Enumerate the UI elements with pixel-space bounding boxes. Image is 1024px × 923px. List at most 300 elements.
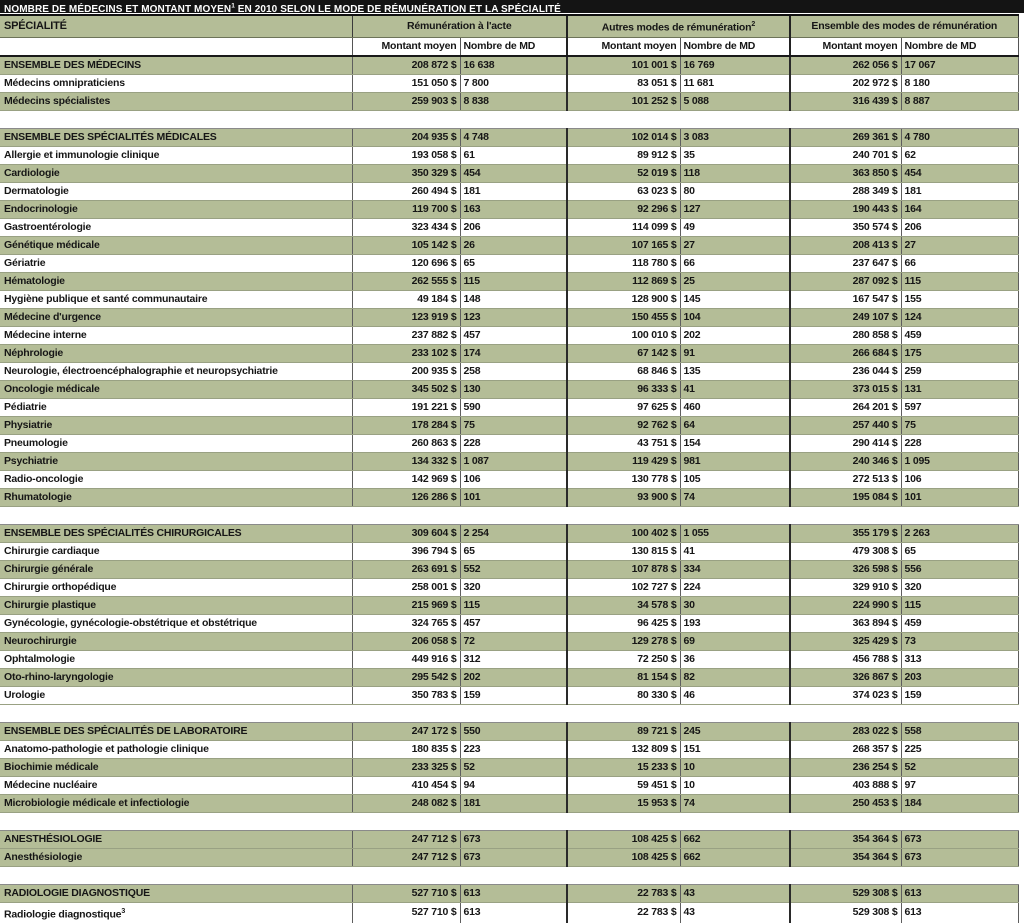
montant-moyen-value: 236 254 $: [790, 758, 901, 776]
montant-moyen-value: 123 919 $: [352, 308, 460, 326]
montant-moyen-value: 283 022 $: [790, 722, 901, 740]
specialty-label: Biochimie médicale: [0, 758, 352, 776]
group-header-ensemble-modes: [790, 15, 1018, 37]
table-row: [0, 434, 1018, 452]
table-row: [0, 74, 1018, 92]
nombre-md-value: 597: [901, 398, 1018, 416]
montant-moyen-value: 350 329 $: [352, 164, 460, 182]
montant-moyen-value: 249 107 $: [790, 308, 901, 326]
nombre-md-value: 556: [901, 560, 1018, 578]
montant-moyen-value: 108 425 $: [567, 848, 680, 866]
table-row: [0, 902, 1018, 923]
montant-moyen-value: 262 056 $: [790, 56, 901, 75]
nombre-md-value: 184: [901, 794, 1018, 812]
table-row: [0, 56, 1018, 75]
nombre-md-value: 62: [901, 146, 1018, 164]
montant-moyen-value: 126 286 $: [352, 488, 460, 506]
nombre-md-value: 245: [680, 722, 790, 740]
nombre-md-value: 206: [460, 218, 567, 236]
nombre-md-value: 313: [901, 650, 1018, 668]
specialty-label: Cardiologie: [0, 164, 352, 182]
montant-moyen-value: 119 700 $: [352, 200, 460, 218]
remuneration-table: [0, 14, 1019, 923]
table-row: [0, 380, 1018, 398]
col-header-nombre-md-3: Nombre de MD: [901, 37, 1018, 56]
specialty-label: Pneumologie: [0, 434, 352, 452]
nombre-md-value: 43: [680, 902, 790, 923]
nombre-md-value: 228: [460, 434, 567, 452]
montant-moyen-value: 260 494 $: [352, 182, 460, 200]
col-header-montant-moyen-3: Montant moyen: [790, 37, 901, 56]
specialty-label: Anatomo-pathologie et pathologie clinique: [0, 740, 352, 758]
nombre-md-value: 49: [680, 218, 790, 236]
montant-moyen-value: 329 910 $: [790, 578, 901, 596]
nombre-md-value: 66: [901, 254, 1018, 272]
montant-moyen-value: 80 330 $: [567, 686, 680, 704]
specialty-label: Anesthésiologie: [0, 848, 352, 866]
montant-moyen-value: 100 010 $: [567, 326, 680, 344]
montant-moyen-value: 215 969 $: [352, 596, 460, 614]
montant-moyen-value: 49 184 $: [352, 290, 460, 308]
montant-moyen-value: 129 278 $: [567, 632, 680, 650]
nombre-md-value: 159: [901, 686, 1018, 704]
montant-moyen-value: 107 878 $: [567, 560, 680, 578]
table-row: [0, 452, 1018, 470]
table-row: [0, 164, 1018, 182]
table-row: [0, 182, 1018, 200]
nombre-md-value: 5 088: [680, 92, 790, 110]
specialty-label: Neurochirurgie: [0, 632, 352, 650]
montant-moyen-value: 240 701 $: [790, 146, 901, 164]
nombre-md-value: 460: [680, 398, 790, 416]
nombre-md-value: 16 638: [460, 56, 567, 75]
table-row: [0, 596, 1018, 614]
nombre-md-value: 673: [460, 830, 567, 848]
page-title-text-rest: EN 2010 SELON LE MODE DE RÉMUNÉRATION ET LA SPÉCIALITÉ: [234, 4, 561, 16]
nombre-md-value: 258: [460, 362, 567, 380]
page-title: [4, 4, 561, 15]
montant-moyen-value: 93 900 $: [567, 488, 680, 506]
montant-moyen-value: 233 102 $: [352, 344, 460, 362]
spacer-row: [0, 506, 1018, 524]
nombre-md-value: 41: [680, 380, 790, 398]
nombre-md-value: 25: [680, 272, 790, 290]
table-row: [0, 128, 1018, 146]
specialty-label: Hygiène publique et santé communautaire: [0, 290, 352, 308]
specialty-label: ANESTHÉSIOLOGIE: [0, 830, 352, 848]
specialty-label: Hématologie: [0, 272, 352, 290]
nombre-md-value: 613: [460, 884, 567, 902]
montant-moyen-value: 102 727 $: [567, 578, 680, 596]
nombre-md-value: 72: [460, 632, 567, 650]
nombre-md-value: 16 769: [680, 56, 790, 75]
montant-moyen-value: 288 349 $: [790, 182, 901, 200]
nombre-md-value: 118: [680, 164, 790, 182]
specialty-label: RADIOLOGIE DIAGNOSTIQUE: [0, 884, 352, 902]
montant-moyen-value: 323 434 $: [352, 218, 460, 236]
montant-moyen-value: 309 604 $: [352, 524, 460, 542]
montant-moyen-value: 96 425 $: [567, 614, 680, 632]
nombre-md-value: 30: [680, 596, 790, 614]
montant-moyen-value: 410 454 $: [352, 776, 460, 794]
nombre-md-value: 3 083: [680, 128, 790, 146]
specialty-label: ENSEMBLE DES MÉDECINS: [0, 56, 352, 75]
montant-moyen-value: 206 058 $: [352, 632, 460, 650]
nombre-md-value: 135: [680, 362, 790, 380]
montant-moyen-value: 247 712 $: [352, 848, 460, 866]
montant-moyen-value: 479 308 $: [790, 542, 901, 560]
nombre-md-value: 65: [460, 254, 567, 272]
table-row: [0, 848, 1018, 866]
montant-moyen-value: 63 023 $: [567, 182, 680, 200]
montant-moyen-value: 325 429 $: [790, 632, 901, 650]
table-row: [0, 560, 1018, 578]
nombre-md-value: 662: [680, 848, 790, 866]
nombre-md-value: 74: [680, 794, 790, 812]
montant-moyen-value: 150 455 $: [567, 308, 680, 326]
nombre-md-value: 590: [460, 398, 567, 416]
montant-moyen-value: 263 691 $: [352, 560, 460, 578]
specialty-label: Médecine d'urgence: [0, 308, 352, 326]
montant-moyen-value: 22 783 $: [567, 902, 680, 923]
montant-moyen-value: 262 555 $: [352, 272, 460, 290]
table-row: [0, 218, 1018, 236]
montant-moyen-value: 190 443 $: [790, 200, 901, 218]
nombre-md-value: 206: [901, 218, 1018, 236]
nombre-md-value: 673: [460, 848, 567, 866]
montant-moyen-value: 200 935 $: [352, 362, 460, 380]
table-body: [0, 56, 1018, 923]
nombre-md-value: 181: [460, 182, 567, 200]
specialty-label: Gériatrie: [0, 254, 352, 272]
nombre-md-value: 35: [680, 146, 790, 164]
montant-moyen-value: 529 308 $: [790, 902, 901, 923]
nombre-md-value: 8 887: [901, 92, 1018, 110]
montant-moyen-value: 89 912 $: [567, 146, 680, 164]
col-header-montant-moyen-1: Montant moyen: [352, 37, 460, 56]
montant-moyen-value: 195 084 $: [790, 488, 901, 506]
montant-moyen-value: 81 154 $: [567, 668, 680, 686]
nombre-md-value: 127: [680, 200, 790, 218]
specialty-label: Médecins spécialistes: [0, 92, 352, 110]
montant-moyen-value: 268 357 $: [790, 740, 901, 758]
montant-moyen-value: 287 092 $: [790, 272, 901, 290]
montant-moyen-value: 257 440 $: [790, 416, 901, 434]
nombre-md-value: 82: [680, 668, 790, 686]
nombre-md-value: 159: [460, 686, 567, 704]
montant-moyen-value: 202 972 $: [790, 74, 901, 92]
nombre-md-value: 115: [460, 596, 567, 614]
nombre-md-value: 151: [680, 740, 790, 758]
nombre-md-value: 27: [680, 236, 790, 254]
montant-moyen-value: 130 778 $: [567, 470, 680, 488]
nombre-md-value: 148: [460, 290, 567, 308]
nombre-md-value: 52: [460, 758, 567, 776]
nombre-md-value: 312: [460, 650, 567, 668]
specialty-label: Microbiologie médicale et infectiologie: [0, 794, 352, 812]
nombre-md-value: 123: [460, 308, 567, 326]
montant-moyen-value: 134 332 $: [352, 452, 460, 470]
nombre-md-value: 202: [680, 326, 790, 344]
montant-moyen-value: 272 513 $: [790, 470, 901, 488]
table-row: [0, 200, 1018, 218]
montant-moyen-value: 326 867 $: [790, 668, 901, 686]
nombre-md-value: 73: [901, 632, 1018, 650]
montant-moyen-value: 67 142 $: [567, 344, 680, 362]
table-row: [0, 758, 1018, 776]
montant-moyen-value: 345 502 $: [352, 380, 460, 398]
montant-moyen-value: 266 684 $: [790, 344, 901, 362]
montant-moyen-value: 180 835 $: [352, 740, 460, 758]
nombre-md-value: 91: [680, 344, 790, 362]
nombre-md-value: 181: [901, 182, 1018, 200]
nombre-md-value: 75: [460, 416, 567, 434]
nombre-md-value: 101: [460, 488, 567, 506]
nombre-md-value: 8 180: [901, 74, 1018, 92]
montant-moyen-value: 92 762 $: [567, 416, 680, 434]
nombre-md-value: 4 780: [901, 128, 1018, 146]
table-row: [0, 776, 1018, 794]
nombre-md-value: 224: [680, 578, 790, 596]
spacer-row: [0, 866, 1018, 884]
montant-moyen-value: 101 252 $: [567, 92, 680, 110]
montant-moyen-value: 119 429 $: [567, 452, 680, 470]
nombre-md-value: 97: [901, 776, 1018, 794]
nombre-md-value: 223: [460, 740, 567, 758]
specialty-column-header: SPÉCIALITÉ: [0, 15, 352, 37]
montant-moyen-value: 208 872 $: [352, 56, 460, 75]
montant-moyen-value: 456 788 $: [790, 650, 901, 668]
nombre-md-value: 334: [680, 560, 790, 578]
specialty-label: Chirurgie générale: [0, 560, 352, 578]
nombre-md-value: 69: [680, 632, 790, 650]
montant-moyen-value: 112 869 $: [567, 272, 680, 290]
montant-moyen-value: 34 578 $: [567, 596, 680, 614]
specialty-label: Radiologie diagnostique$^3$: [0, 902, 352, 923]
col-header-nombre-md-2: Nombre de MD: [680, 37, 790, 56]
montant-moyen-value: 128 900 $: [567, 290, 680, 308]
nombre-md-value: 130: [460, 380, 567, 398]
montant-moyen-value: 89 721 $: [567, 722, 680, 740]
montant-moyen-value: 107 165 $: [567, 236, 680, 254]
nombre-md-value: 457: [460, 326, 567, 344]
nombre-md-value: 65: [460, 542, 567, 560]
montant-moyen-value: 247 712 $: [352, 830, 460, 848]
nombre-md-value: 163: [460, 200, 567, 218]
montant-moyen-value: 100 402 $: [567, 524, 680, 542]
table-row: [0, 830, 1018, 848]
nombre-md-value: 94: [460, 776, 567, 794]
table-row: [0, 146, 1018, 164]
nombre-md-value: 154: [680, 434, 790, 452]
title-bar: [0, 0, 1024, 14]
montant-moyen-value: 43 751 $: [567, 434, 680, 452]
table-row: [0, 398, 1018, 416]
nombre-md-value: 10: [680, 776, 790, 794]
nombre-md-value: 26: [460, 236, 567, 254]
nombre-md-value: 52: [901, 758, 1018, 776]
specialty-label: Médecine nucléaire: [0, 776, 352, 794]
nombre-md-value: 174: [460, 344, 567, 362]
montant-moyen-value: 295 542 $: [352, 668, 460, 686]
spacer-row: [0, 812, 1018, 830]
nombre-md-value: 4 748: [460, 128, 567, 146]
specialty-label: Ophtalmologie: [0, 650, 352, 668]
nombre-md-value: 225: [901, 740, 1018, 758]
montant-moyen-value: 193 058 $: [352, 146, 460, 164]
table-row: [0, 290, 1018, 308]
table-row: [0, 740, 1018, 758]
montant-moyen-value: 324 765 $: [352, 614, 460, 632]
nombre-md-value: 673: [901, 848, 1018, 866]
table-row: [0, 542, 1018, 560]
nombre-md-value: 155: [901, 290, 1018, 308]
montant-moyen-value: 326 598 $: [790, 560, 901, 578]
table-row: [0, 632, 1018, 650]
nombre-md-value: 7 800: [460, 74, 567, 92]
nombre-md-value: 613: [901, 884, 1018, 902]
specialty-label: Urologie: [0, 686, 352, 704]
montant-moyen-value: 373 015 $: [790, 380, 901, 398]
specialty-label: ENSEMBLE DES SPÉCIALITÉS MÉDICALES: [0, 128, 352, 146]
nombre-md-value: 1 055: [680, 524, 790, 542]
footnote-marker: 2: [751, 21, 756, 28]
nombre-md-value: 46: [680, 686, 790, 704]
montant-moyen-value: 363 850 $: [790, 164, 901, 182]
montant-moyen-value: 527 710 $: [352, 884, 460, 902]
specialty-label: Médecins omnipraticiens: [0, 74, 352, 92]
montant-moyen-value: 92 296 $: [567, 200, 680, 218]
specialty-label: Psychiatrie: [0, 452, 352, 470]
group-header-label: Rémunération à l'acte: [407, 19, 512, 32]
nombre-md-value: 131: [901, 380, 1018, 398]
nombre-md-value: 552: [460, 560, 567, 578]
specialty-label: Gastroentérologie: [0, 218, 352, 236]
nombre-md-value: 8 838: [460, 92, 567, 110]
empty-header-cell: [0, 37, 352, 56]
spacer-row: [0, 704, 1018, 722]
montant-moyen-value: 105 142 $: [352, 236, 460, 254]
montant-moyen-value: 15 233 $: [567, 758, 680, 776]
col-header-montant-moyen-2: Montant moyen: [567, 37, 680, 56]
specialty-label: Radio-oncologie: [0, 470, 352, 488]
montant-moyen-value: 120 696 $: [352, 254, 460, 272]
nombre-md-value: 124: [901, 308, 1018, 326]
nombre-md-value: 115: [901, 272, 1018, 290]
group-header-remuneration-acte: [352, 15, 567, 37]
table-row: [0, 650, 1018, 668]
montant-moyen-value: 260 863 $: [352, 434, 460, 452]
table-row: [0, 578, 1018, 596]
nombre-md-value: 105: [680, 470, 790, 488]
montant-moyen-value: 101 001 $: [567, 56, 680, 75]
montant-moyen-value: 264 201 $: [790, 398, 901, 416]
nombre-md-value: 106: [460, 470, 567, 488]
montant-moyen-value: 236 044 $: [790, 362, 901, 380]
specialty-label: Génétique médicale: [0, 236, 352, 254]
table-row: [0, 236, 1018, 254]
montant-moyen-value: 204 935 $: [352, 128, 460, 146]
nombre-md-value: 454: [460, 164, 567, 182]
nombre-md-value: 145: [680, 290, 790, 308]
nombre-md-value: 175: [901, 344, 1018, 362]
nombre-md-value: 106: [901, 470, 1018, 488]
nombre-md-value: 10: [680, 758, 790, 776]
montant-moyen-value: 354 364 $: [790, 848, 901, 866]
nombre-md-value: 259: [901, 362, 1018, 380]
table-row: [0, 488, 1018, 506]
montant-moyen-value: 403 888 $: [790, 776, 901, 794]
table-row: [0, 308, 1018, 326]
nombre-md-value: 320: [460, 578, 567, 596]
nombre-md-value: 2 254: [460, 524, 567, 542]
nombre-md-value: 320: [901, 578, 1018, 596]
table-row: [0, 92, 1018, 110]
montant-moyen-value: 396 794 $: [352, 542, 460, 560]
nombre-md-value: 193: [680, 614, 790, 632]
montant-moyen-value: 350 574 $: [790, 218, 901, 236]
specialty-label: ENSEMBLE DES SPÉCIALITÉS CHIRURGICALES: [0, 524, 352, 542]
montant-moyen-value: 527 710 $: [352, 902, 460, 923]
nombre-md-value: 2 263: [901, 524, 1018, 542]
nombre-md-value: 202: [460, 668, 567, 686]
nombre-md-value: 43: [680, 884, 790, 902]
table-row: [0, 254, 1018, 272]
nombre-md-value: 662: [680, 830, 790, 848]
specialty-label: Endocrinologie: [0, 200, 352, 218]
montant-moyen-value: 68 846 $: [567, 362, 680, 380]
table-row: [0, 794, 1018, 812]
spacer-cell: [0, 704, 1018, 722]
montant-moyen-value: 258 001 $: [352, 578, 460, 596]
nombre-md-value: 454: [901, 164, 1018, 182]
table-row: [0, 668, 1018, 686]
montant-moyen-value: 529 308 $: [790, 884, 901, 902]
nombre-md-value: 101: [901, 488, 1018, 506]
table-row: [0, 362, 1018, 380]
table-row: [0, 416, 1018, 434]
montant-moyen-value: 237 647 $: [790, 254, 901, 272]
montant-moyen-value: 280 858 $: [790, 326, 901, 344]
nombre-md-value: 981: [680, 452, 790, 470]
specialty-label: Allergie et immunologie clinique: [0, 146, 352, 164]
page-title-text: NOMBRE DE MÉDECINS ET MONTANT MOYEN: [4, 4, 232, 16]
group-header-label: Autres modes de rémunération: [601, 21, 752, 34]
specialty-label: Chirurgie cardiaque: [0, 542, 352, 560]
montant-moyen-value: 290 414 $: [790, 434, 901, 452]
nombre-md-value: 457: [460, 614, 567, 632]
spacer-cell: [0, 110, 1018, 128]
montant-moyen-value: 233 325 $: [352, 758, 460, 776]
nombre-md-value: 80: [680, 182, 790, 200]
montant-moyen-value: 59 451 $: [567, 776, 680, 794]
nombre-md-value: 115: [460, 272, 567, 290]
nombre-md-value: 228: [901, 434, 1018, 452]
nombre-md-value: 64: [680, 416, 790, 434]
specialty-label: Chirurgie plastique: [0, 596, 352, 614]
table-row: [0, 722, 1018, 740]
montant-moyen-value: 178 284 $: [352, 416, 460, 434]
nombre-md-value: 41: [680, 542, 790, 560]
montant-moyen-value: 52 019 $: [567, 164, 680, 182]
nombre-md-value: 673: [901, 830, 1018, 848]
nombre-md-value: 74: [680, 488, 790, 506]
montant-moyen-value: 363 894 $: [790, 614, 901, 632]
nombre-md-value: 61: [460, 146, 567, 164]
spacer-cell: [0, 866, 1018, 884]
montant-moyen-value: 132 809 $: [567, 740, 680, 758]
montant-moyen-value: 208 413 $: [790, 236, 901, 254]
